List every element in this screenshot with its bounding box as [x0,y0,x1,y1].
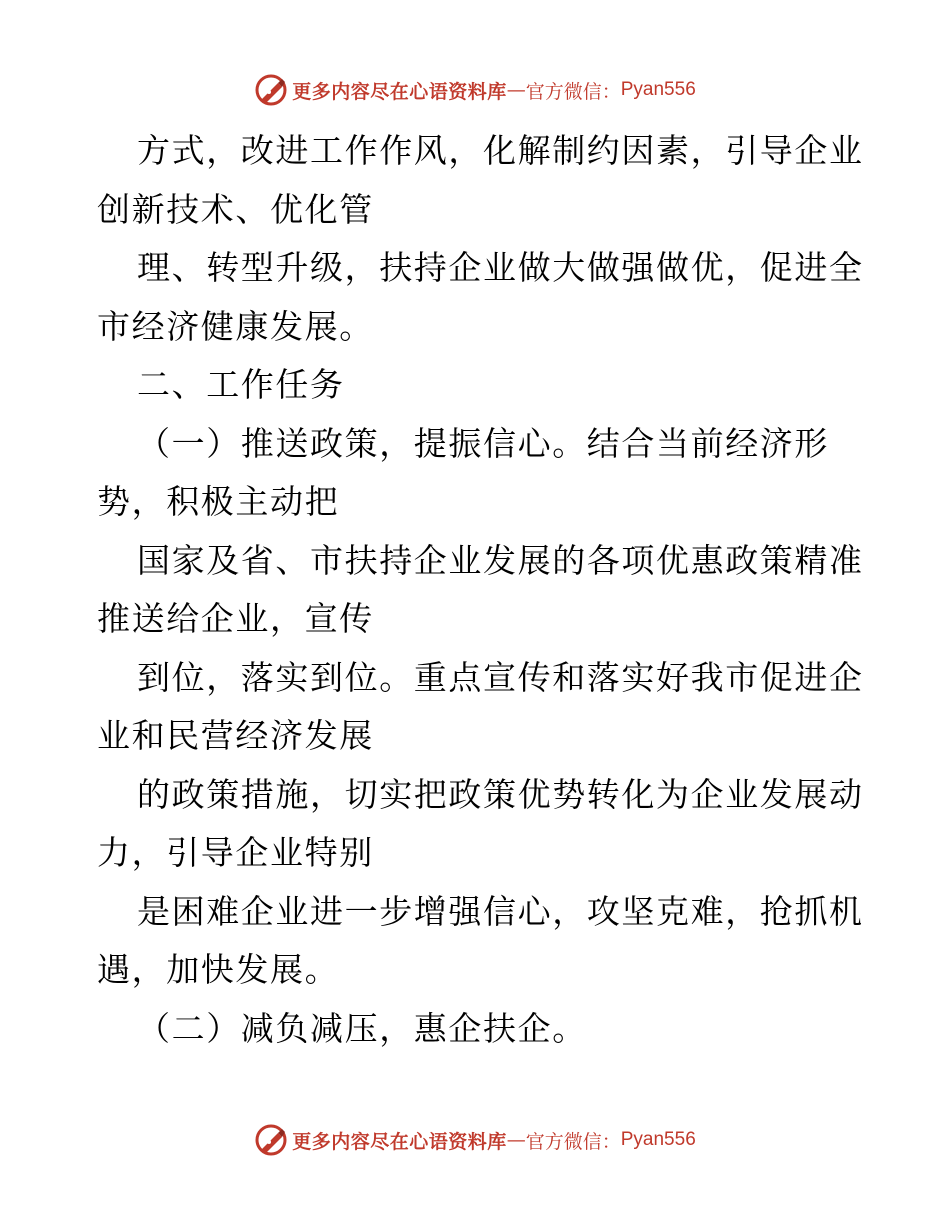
pen-logo-icon [254,1123,288,1157]
paragraph-line: 业和民营经济发展 [97,716,374,755]
watermark-title: 更多内容尽在心语资料库 [292,80,507,103]
paragraph-line: 力，引导企业特别 [97,833,374,872]
watermark-separator: — [506,79,526,101]
pen-logo-icon [254,73,288,107]
watermark-title: 更多内容尽在心语资料库 [292,1130,507,1153]
watermark-wechat-label: 官方微信： [525,80,621,103]
paragraph-line: 理、转型升级，扶持企业做大做强做优，促进全 [137,248,864,287]
paragraph-line: 遇，加快发展。 [97,950,340,989]
watermark-separator: — [506,1129,526,1151]
paragraph-line: 创新技术、优化管 [97,189,374,229]
watermark-header [0,73,950,107]
paragraph-line: 市经济健康发展。 [97,306,374,346]
paragraph-line: 到位，落实到位。重点宣传和落实好我市促进企 [137,657,864,697]
document-body [97,122,864,1058]
paragraph-line: 是困难企业进一步增强信心，攻坚克难，抢抓机 [137,891,864,931]
watermark-footer [0,1123,950,1157]
watermark-wechat-id: Pyan556 [620,1129,696,1150]
paragraph-line: 二、工作任务 [137,365,345,404]
watermark-wechat-id: Pyan556 [620,79,696,100]
watermark-wechat-label: 官方微信： [525,1130,621,1153]
paragraph-line: （二）减负减压，惠企扶企。 [137,1008,587,1048]
paragraph-line: 推送给企业，宣传 [97,599,374,638]
paragraph-line: 国家及省、市扶持企业发展的各项优惠政策精准 [137,540,864,580]
paragraph-line: 的政策措施，切实把政策优势转化为企业发展动 [137,774,864,814]
paragraph-line: 势，积极主动把 [97,482,340,521]
paragraph-line: （一）推送政策，提振信心。结合当前经济形 [137,423,829,463]
paragraph-line: 方式，改进工作作风，化解制约因素，引导企业 [137,131,864,170]
